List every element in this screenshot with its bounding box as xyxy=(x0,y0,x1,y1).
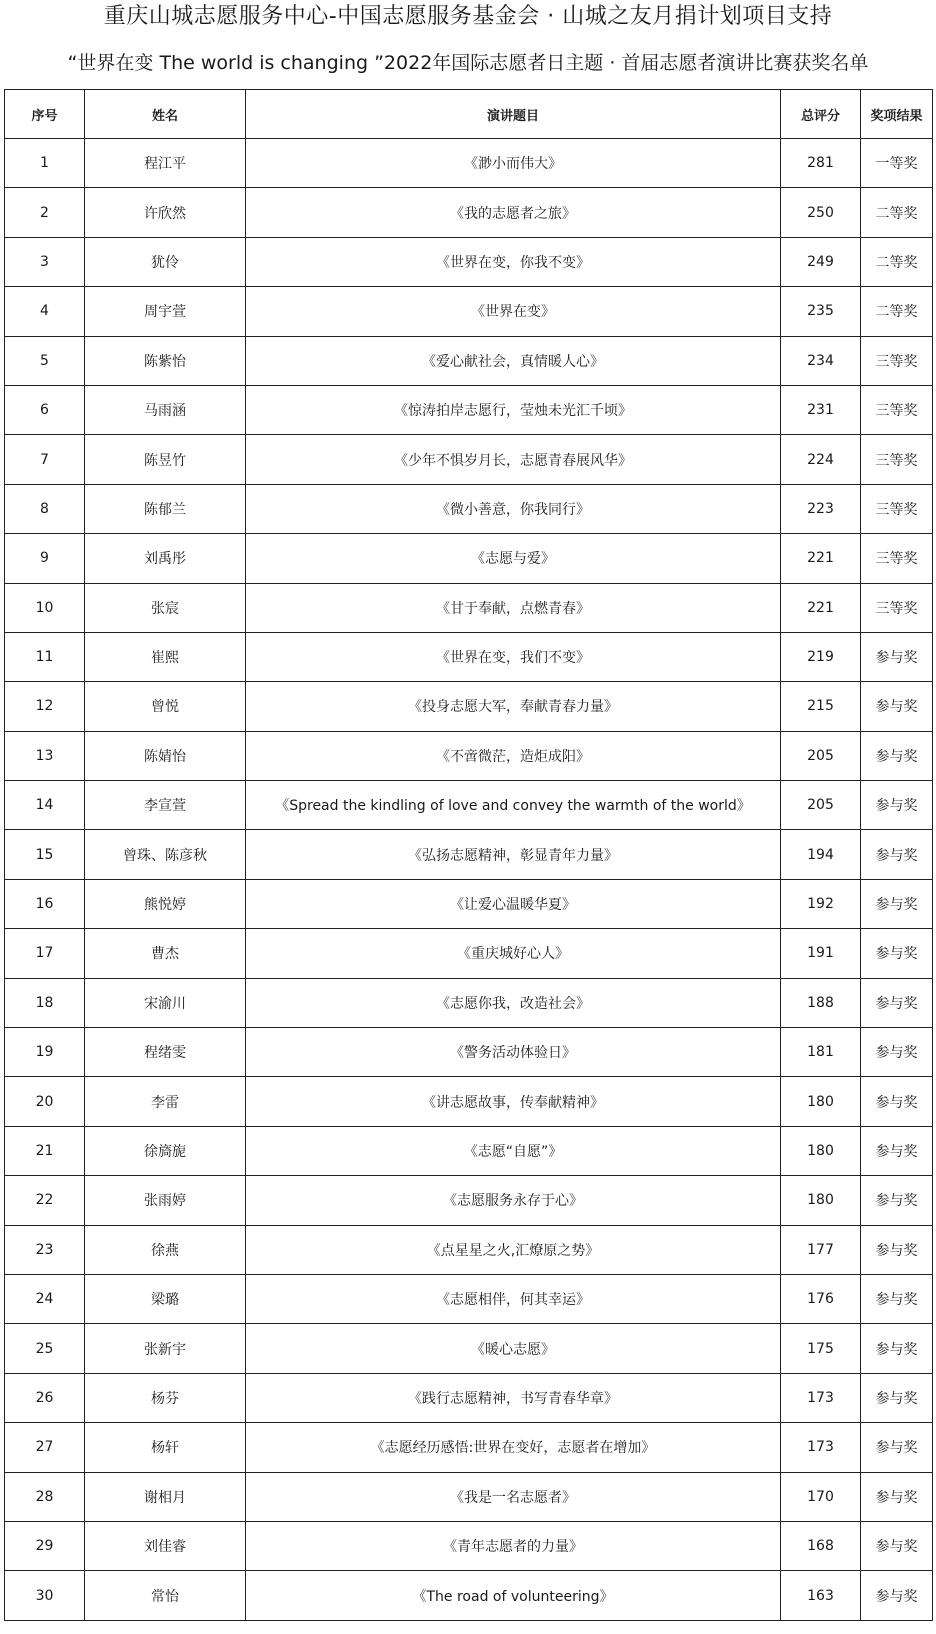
cell-award-result: 参与奖 xyxy=(861,1176,933,1225)
cell-total-score: 170 xyxy=(781,1472,861,1521)
cell-award-result: 参与奖 xyxy=(861,1077,933,1126)
cell-name: 周宇萱 xyxy=(85,287,246,336)
table-row xyxy=(5,929,933,978)
table-row xyxy=(5,435,933,484)
cell-total-score: 281 xyxy=(781,139,861,188)
cell-speech-topic: 《青年志愿者的力量》 xyxy=(246,1521,781,1570)
cell-total-score: 180 xyxy=(781,1126,861,1175)
cell-speech-topic: 《践行志愿精神，书写青春华章》 xyxy=(246,1373,781,1422)
table-row xyxy=(5,731,933,780)
cell-name: 李雷 xyxy=(85,1077,246,1126)
cell-award-result: 三等奖 xyxy=(861,484,933,533)
header-index: 序号 xyxy=(5,90,85,139)
cell-index: 25 xyxy=(5,1324,85,1373)
cell-name: 徐燕 xyxy=(85,1225,246,1274)
cell-award-result: 参与奖 xyxy=(861,830,933,879)
cell-total-score: 180 xyxy=(781,1077,861,1126)
cell-name: 曾珠、陈彦秋 xyxy=(85,830,246,879)
cell-speech-topic: 《志愿你我，改造社会》 xyxy=(246,978,781,1027)
table-row xyxy=(5,1077,933,1126)
cell-award-result: 参与奖 xyxy=(861,1571,933,1620)
cell-speech-topic: 《我的志愿者之旅》 xyxy=(246,188,781,237)
table-row xyxy=(5,287,933,336)
table-row xyxy=(5,1225,933,1274)
header-total-score: 总评分 xyxy=(781,90,861,139)
cell-name: 程绪雯 xyxy=(85,1028,246,1077)
cell-name: 马雨涵 xyxy=(85,385,246,434)
cell-index: 15 xyxy=(5,830,85,879)
cell-index: 23 xyxy=(5,1225,85,1274)
awards-table xyxy=(4,89,933,1621)
cell-name: 陈郁兰 xyxy=(85,484,246,533)
cell-speech-topic: 《重庆城好心人》 xyxy=(246,929,781,978)
cell-total-score: 173 xyxy=(781,1423,861,1472)
table-row xyxy=(5,534,933,583)
cell-speech-topic: 《志愿相伴，何其幸运》 xyxy=(246,1274,781,1323)
cell-name: 曹杰 xyxy=(85,929,246,978)
table-row xyxy=(5,1571,933,1620)
cell-name: 徐旖旎 xyxy=(85,1126,246,1175)
cell-total-score: 224 xyxy=(781,435,861,484)
cell-index: 22 xyxy=(5,1176,85,1225)
cell-total-score: 192 xyxy=(781,879,861,928)
table-row xyxy=(5,632,933,681)
cell-name: 犹伶 xyxy=(85,237,246,286)
table-row xyxy=(5,830,933,879)
header-award-result: 奖项结果 xyxy=(861,90,933,139)
cell-name: 谢相月 xyxy=(85,1472,246,1521)
cell-award-result: 三等奖 xyxy=(861,583,933,632)
cell-speech-topic: 《世界在变》 xyxy=(246,287,781,336)
table-row xyxy=(5,583,933,632)
table-row xyxy=(5,1472,933,1521)
cell-name: 陈婧怡 xyxy=(85,731,246,780)
cell-total-score: 173 xyxy=(781,1373,861,1422)
cell-total-score: 221 xyxy=(781,534,861,583)
cell-award-result: 三等奖 xyxy=(861,336,933,385)
cell-award-result: 参与奖 xyxy=(861,731,933,780)
cell-total-score: 205 xyxy=(781,731,861,780)
cell-award-result: 参与奖 xyxy=(861,1274,933,1323)
cell-speech-topic: 《暖心志愿》 xyxy=(246,1324,781,1373)
cell-index: 11 xyxy=(5,632,85,681)
table-row xyxy=(5,336,933,385)
cell-total-score: 234 xyxy=(781,336,861,385)
cell-total-score: 223 xyxy=(781,484,861,533)
cell-award-result: 三等奖 xyxy=(861,385,933,434)
cell-index: 29 xyxy=(5,1521,85,1570)
cell-award-result: 参与奖 xyxy=(861,929,933,978)
cell-name: 陈昱竹 xyxy=(85,435,246,484)
cell-name: 程江平 xyxy=(85,139,246,188)
cell-index: 6 xyxy=(5,385,85,434)
cell-index: 1 xyxy=(5,139,85,188)
cell-index: 24 xyxy=(5,1274,85,1323)
cell-award-result: 三等奖 xyxy=(861,435,933,484)
cell-name: 熊悦婷 xyxy=(85,879,246,928)
cell-speech-topic: 《甘于奉献，点燃青春》 xyxy=(246,583,781,632)
table-body xyxy=(5,139,933,1621)
cell-award-result: 参与奖 xyxy=(861,1472,933,1521)
cell-award-result: 参与奖 xyxy=(861,1225,933,1274)
cell-index: 9 xyxy=(5,534,85,583)
header-speech-topic: 演讲题目 xyxy=(246,90,781,139)
table-row xyxy=(5,879,933,928)
cell-speech-topic: 《不啻微茫，造炬成阳》 xyxy=(246,731,781,780)
cell-award-result: 参与奖 xyxy=(861,632,933,681)
cell-total-score: 180 xyxy=(781,1176,861,1225)
cell-index: 7 xyxy=(5,435,85,484)
cell-index: 2 xyxy=(5,188,85,237)
cell-total-score: 163 xyxy=(781,1571,861,1620)
cell-index: 21 xyxy=(5,1126,85,1175)
cell-name: 刘佳睿 xyxy=(85,1521,246,1570)
table-row xyxy=(5,978,933,1027)
cell-total-score: 215 xyxy=(781,682,861,731)
cell-total-score: 249 xyxy=(781,237,861,286)
cell-index: 10 xyxy=(5,583,85,632)
table-row xyxy=(5,1521,933,1570)
cell-speech-topic: 《少年不惧岁月长，志愿青春展风华》 xyxy=(246,435,781,484)
table-row xyxy=(5,385,933,434)
cell-name: 刘禹彤 xyxy=(85,534,246,583)
cell-name: 张宸 xyxy=(85,583,246,632)
cell-name: 宋渝川 xyxy=(85,978,246,1027)
cell-speech-topic: 《The road of volunteering》 xyxy=(246,1571,781,1620)
cell-name: 崔熙 xyxy=(85,632,246,681)
cell-index: 26 xyxy=(5,1373,85,1422)
cell-index: 18 xyxy=(5,978,85,1027)
cell-award-result: 二等奖 xyxy=(861,188,933,237)
cell-index: 8 xyxy=(5,484,85,533)
table-row xyxy=(5,1274,933,1323)
cell-name: 许欣然 xyxy=(85,188,246,237)
cell-total-score: 221 xyxy=(781,583,861,632)
cell-award-result: 参与奖 xyxy=(861,1126,933,1175)
cell-name: 张雨婷 xyxy=(85,1176,246,1225)
cell-award-result: 参与奖 xyxy=(861,1423,933,1472)
cell-speech-topic: 《Spread the kindling of love and convey the warmth of the world》 xyxy=(246,781,781,830)
cell-award-result: 参与奖 xyxy=(861,781,933,830)
cell-speech-topic: 《让爱心温暖华夏》 xyxy=(246,879,781,928)
table-row xyxy=(5,1324,933,1373)
cell-index: 5 xyxy=(5,336,85,385)
cell-total-score: 181 xyxy=(781,1028,861,1077)
cell-index: 14 xyxy=(5,781,85,830)
table-row xyxy=(5,1373,933,1422)
cell-speech-topic: 《爱心献社会，真情暖人心》 xyxy=(246,336,781,385)
cell-name: 张新宇 xyxy=(85,1324,246,1373)
table-row xyxy=(5,139,933,188)
cell-name: 梁璐 xyxy=(85,1274,246,1323)
table-row xyxy=(5,484,933,533)
cell-index: 4 xyxy=(5,287,85,336)
cell-total-score: 168 xyxy=(781,1521,861,1570)
page-subtitle: “世界在变 The world is changing ”2022年国际志愿者日主题 · 首届志愿者演讲比赛获奖名单 xyxy=(67,52,869,74)
cell-name: 陈紫怡 xyxy=(85,336,246,385)
table-row xyxy=(5,1176,933,1225)
cell-speech-topic: 《志愿服务永存于心》 xyxy=(246,1176,781,1225)
cell-speech-topic: 《点星星之火,汇燎原之势》 xyxy=(246,1225,781,1274)
cell-award-result: 参与奖 xyxy=(861,1521,933,1570)
cell-total-score: 194 xyxy=(781,830,861,879)
cell-speech-topic: 《渺小而伟大》 xyxy=(246,139,781,188)
cell-award-result: 参与奖 xyxy=(861,978,933,1027)
cell-total-score: 188 xyxy=(781,978,861,1027)
cell-award-result: 参与奖 xyxy=(861,682,933,731)
table-header-row xyxy=(5,90,933,139)
cell-index: 13 xyxy=(5,731,85,780)
table-row xyxy=(5,1423,933,1472)
cell-speech-topic: 《警务活动体验日》 xyxy=(246,1028,781,1077)
cell-index: 12 xyxy=(5,682,85,731)
cell-award-result: 三等奖 xyxy=(861,534,933,583)
cell-award-result: 一等奖 xyxy=(861,139,933,188)
cell-speech-topic: 《志愿“自愿”》 xyxy=(246,1126,781,1175)
cell-name: 杨轩 xyxy=(85,1423,246,1472)
cell-award-result: 参与奖 xyxy=(861,1028,933,1077)
cell-name: 曾悦 xyxy=(85,682,246,731)
cell-award-result: 参与奖 xyxy=(861,879,933,928)
cell-speech-topic: 《我是一名志愿者》 xyxy=(246,1472,781,1521)
header-name: 姓名 xyxy=(85,90,246,139)
cell-speech-topic: 《讲志愿故事，传奉献精神》 xyxy=(246,1077,781,1126)
cell-total-score: 177 xyxy=(781,1225,861,1274)
cell-speech-topic: 《微小善意，你我同行》 xyxy=(246,484,781,533)
cell-award-result: 参与奖 xyxy=(861,1373,933,1422)
cell-speech-topic: 《志愿与爱》 xyxy=(246,534,781,583)
cell-total-score: 250 xyxy=(781,188,861,237)
cell-index: 27 xyxy=(5,1423,85,1472)
cell-index: 16 xyxy=(5,879,85,928)
cell-total-score: 231 xyxy=(781,385,861,434)
cell-index: 19 xyxy=(5,1028,85,1077)
cell-name: 常怡 xyxy=(85,1571,246,1620)
table-row xyxy=(5,237,933,286)
table-row xyxy=(5,188,933,237)
cell-total-score: 205 xyxy=(781,781,861,830)
cell-award-result: 二等奖 xyxy=(861,287,933,336)
cell-speech-topic: 《世界在变，你我不变》 xyxy=(246,237,781,286)
cell-index: 17 xyxy=(5,929,85,978)
cell-speech-topic: 《世界在变，我们不变》 xyxy=(246,632,781,681)
table-row xyxy=(5,781,933,830)
table-row xyxy=(5,682,933,731)
cell-award-result: 参与奖 xyxy=(861,1324,933,1373)
cell-name: 李宣萱 xyxy=(85,781,246,830)
page-title: 重庆山城志愿服务中心-中国志愿服务基金会 · 山城之友月捐计划项目支持 xyxy=(103,4,833,29)
cell-total-score: 219 xyxy=(781,632,861,681)
table-row xyxy=(5,1028,933,1077)
cell-total-score: 191 xyxy=(781,929,861,978)
cell-index: 3 xyxy=(5,237,85,286)
cell-total-score: 176 xyxy=(781,1274,861,1323)
cell-index: 30 xyxy=(5,1571,85,1620)
cell-speech-topic: 《投身志愿大军，奉献青春力量》 xyxy=(246,682,781,731)
cell-index: 28 xyxy=(5,1472,85,1521)
cell-speech-topic: 《惊涛拍岸志愿行，莹烛未光汇千顷》 xyxy=(246,385,781,434)
cell-speech-topic: 《弘扬志愿精神，彰显青年力量》 xyxy=(246,830,781,879)
cell-speech-topic: 《志愿经历感悟:世界在变好，志愿者在增加》 xyxy=(246,1423,781,1472)
table-row xyxy=(5,1126,933,1175)
cell-award-result: 二等奖 xyxy=(861,237,933,286)
cell-total-score: 235 xyxy=(781,287,861,336)
cell-name: 杨芬 xyxy=(85,1373,246,1422)
cell-index: 20 xyxy=(5,1077,85,1126)
cell-total-score: 175 xyxy=(781,1324,861,1373)
